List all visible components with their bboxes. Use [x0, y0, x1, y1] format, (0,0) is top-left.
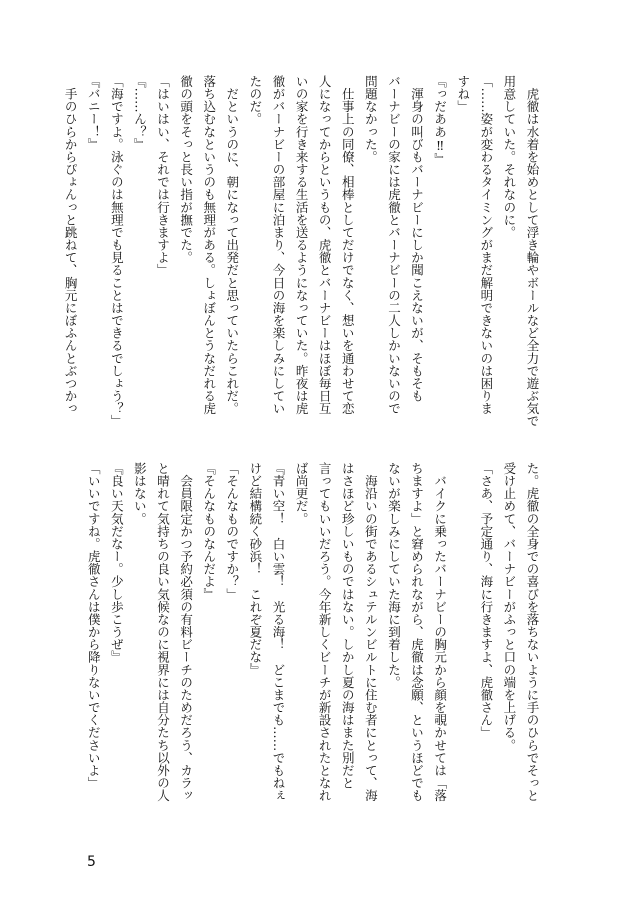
- text-line: 影はない。: [132, 462, 148, 525]
- text-line: すね」: [455, 75, 471, 113]
- text-line: けど結構続く砂浜！ これぞ夏だな』: [247, 462, 263, 676]
- text-line: 海沿いの街であるシュテルンビルトに住む者にとって、海: [363, 462, 379, 802]
- text-line: 『青い空！ 白い雲！ 光る海！ どこまでも……でもねぇ: [270, 462, 286, 802]
- text-line: ば尚更だ。: [294, 462, 310, 525]
- text-line: 受け止めて、バーナビーがふっと口の端を上げる。: [501, 462, 517, 752]
- text-line: 『……ん？』: [132, 75, 148, 151]
- text-line: 問題なかった。: [363, 75, 379, 164]
- text-line: 「……姿が変わるタイミングがまだ解明できないのは困りま: [478, 75, 494, 415]
- text-line: 『良い天気だなー。少し歩こうぜ』: [109, 462, 125, 664]
- text-line: [452, 462, 475, 828]
- text-line: 手のひらからぴょんっと跳ねて、胸元にぼふんとぶつかっ: [63, 75, 79, 415]
- text-line: いの家を行き来する生活を送るようになっていた。昨夜は虎: [294, 75, 310, 415]
- text-line: バーナビーの家には虎徹とバーナビーの二人しかいないので: [386, 75, 402, 415]
- text-line: 「海ですよ。泳ぐのは無理でも見ることはできるでしょう？」: [109, 75, 125, 428]
- text-line: 「いいですね。虎徹さんは僕から降りないでくださいよ」: [86, 462, 102, 790]
- text-line: はさほど珍しいものではない。しかし夏の海はまた別だと: [340, 462, 356, 790]
- text-line: 渾身の叫びもバーナビーにしか聞こえないが、そもそも: [409, 75, 425, 403]
- text-line: 人になってからというもの、虎徹とバーナビーはほぼ毎日互: [317, 75, 333, 415]
- text-line: 『そんなものなんだよ』: [201, 462, 217, 601]
- text-line: 徹の頭をそっと長い指が撫でた。: [178, 75, 194, 264]
- text-line: 徹がバーナビーの部屋に泊まり、今日の海を楽しみにしてい: [270, 75, 286, 415]
- text-line: 落ち込むなというのも無理がある。しょぼんとうなだれる虎: [201, 75, 217, 415]
- text-line: 言ってもいいだろう。今年新しくビーチが新設されたとなれ: [317, 462, 333, 802]
- text-line: 仕事上の同僚、相棒としてだけでなく、想いを通わせて恋: [340, 75, 356, 415]
- text-line: 「さあ、予定通り、海に行きますよ、虎徹さん」: [478, 462, 494, 739]
- text-line: 用意していた。それなのに。: [501, 75, 517, 239]
- text-line: 『バニー！』: [86, 75, 102, 151]
- text-line: 『っだああ‼』: [432, 75, 448, 166]
- text-line: たのだ。: [247, 75, 263, 126]
- text-line: 虎徹は水着を始めとして浮き輪やボールなど全力で遊ぶ気で: [525, 75, 540, 428]
- text-line: だというのに、朝になって出発だと思っていたらこれだ。: [224, 75, 240, 415]
- upper-text-block: [63, 75, 544, 441]
- text-line: 会員限定かつ予約必須の有料ビーチのためだろう、カラッ: [178, 462, 194, 802]
- text-line: バイクに乗ったバーナビーの胸元から顔を覗かせては「落: [432, 462, 448, 802]
- text-line: ないが楽しみにしていた海に到着した。: [386, 462, 402, 689]
- lower-text-block: [82, 462, 544, 828]
- text-line: と晴れて気持ちの良い気候なのに視界には自分たち以外の人: [155, 462, 171, 802]
- text-line: 「はいはい、それでは行きますよ」: [155, 75, 171, 277]
- text-line: ちますよ」と窘められながら、虎徹は念願、というほどでも: [409, 462, 425, 802]
- page-number: 5: [87, 854, 96, 870]
- text-line: た。虎徹の全身での喜びを落ちないように手のひらでそっと: [525, 462, 540, 802]
- text-line: 「そんなものですか？」: [224, 462, 240, 601]
